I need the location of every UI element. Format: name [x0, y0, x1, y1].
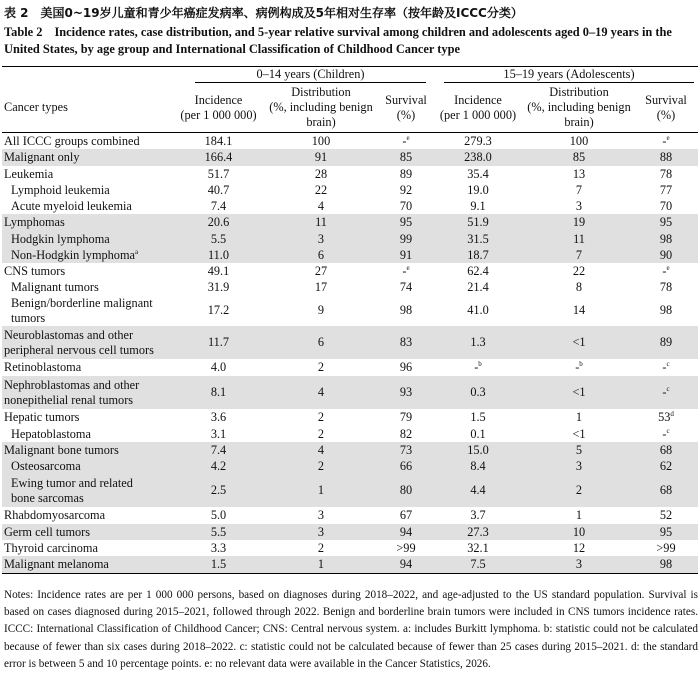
adolescents-distribution-cell: 85 [524, 149, 634, 166]
children-survival-cell: 82 [399, 426, 413, 441]
children-incidence-cell: 40.7 [207, 182, 230, 197]
children-survival-cell: 83 [380, 326, 432, 359]
adolescents-incidence-cell: 31.5 [432, 231, 524, 247]
adolescents-survival-cell: -$^c$ [662, 359, 670, 374]
adolescents-incidence-cell: 8.4 [432, 458, 524, 474]
adolescents-distribution-cell: 1 [575, 410, 583, 424]
adolescents-survival-cell: 98 [659, 303, 673, 317]
children-distribution-cell: 6 [262, 326, 380, 359]
cancer-type-cell: Malignant tumors [11, 279, 99, 294]
children-survival-cell: 89 [399, 166, 413, 181]
children-distribution-cell: 2 [262, 458, 380, 474]
children-distribution-cell: 1 [262, 556, 380, 574]
cancer-type-cell: Osteosarcoma [2, 458, 175, 474]
adolescents-distribution-cell: 19 [524, 214, 634, 231]
adolescents-distribution-cell: 1 [575, 508, 583, 522]
adolescents-incidence-cell: 7.5 [432, 556, 524, 574]
children-incidence-cell: 1.5 [175, 556, 262, 574]
adolescents-distribution-cell: 100 [569, 133, 589, 148]
adolescents-incidence-cell: 1.5 [470, 410, 486, 424]
children-incidence-cell: 5.5 [175, 231, 262, 247]
adolescents-incidence-cell: 21.4 [467, 279, 489, 294]
adolescents-incidence-cell: 4.4 [432, 474, 524, 507]
cancer-type-cell: Thyroid carcinoma [4, 540, 98, 555]
table-row [2, 263, 698, 279]
children-incidence-cell: 5.0 [210, 508, 227, 522]
children-survival-cell: 85 [380, 149, 432, 166]
children-incidence-cell: 20.6 [175, 214, 262, 231]
adolescents-survival-cell: 53$^d$ [658, 409, 674, 424]
table-caption: Incidence rates, case distribution, and 5-year relative survival among children and adolescents aged 0–19 years in the United States, by age group and International Classification of Childhood Cancer type [4, 25, 672, 56]
cancer-type-cell: Malignant only [2, 149, 175, 166]
header-group-row [2, 67, 698, 84]
children-survival-cell: -$^e$ [402, 263, 410, 278]
adolescents-distribution-cell: 2 [524, 474, 634, 507]
table-row [2, 279, 698, 295]
adolescents-survival-cell: 90 [634, 247, 698, 263]
adolescents-incidence-cell: 32.1 [467, 540, 489, 555]
incidence-table [2, 66, 698, 574]
table-row [2, 376, 698, 409]
children-incidence-cell: 2.5 [175, 474, 262, 507]
adolescents-distribution-cell: 13 [572, 166, 586, 181]
children-incidence-cell: 51.7 [207, 166, 230, 181]
children-distribution-cell: 9 [317, 303, 325, 317]
table-row [2, 166, 698, 182]
children-incidence-cell: 3.3 [210, 540, 227, 555]
adolescents-survival-cell: -$^e$ [662, 133, 670, 148]
children-survival-cell: 67 [399, 508, 413, 522]
table-row [2, 247, 698, 263]
children-distribution-cell: 28 [314, 166, 328, 181]
adolescents-survival-cell: 62 [634, 458, 698, 474]
header-group-adolescents: 15–19 years (Adolescents) [432, 67, 698, 84]
children-incidence-cell: 11.7 [175, 326, 262, 359]
adolescents-incidence-cell: 19.0 [467, 182, 489, 197]
children-distribution-cell: 2 [317, 410, 325, 424]
cancer-type-cell: Benign/borderline malignant tumors [11, 295, 153, 325]
children-distribution-cell: 2 [317, 360, 325, 374]
table-row [2, 458, 698, 474]
children-survival-cell: 91 [380, 247, 432, 263]
children-incidence-cell: 4.2 [175, 458, 262, 474]
children-distribution-cell: 3 [317, 508, 325, 522]
header-children-distribution: Distribution (%, including benign brain) [262, 83, 380, 133]
adolescents-incidence-cell: 35.4 [467, 166, 489, 181]
table-row [2, 474, 698, 507]
adolescents-distribution-cell: 8 [575, 279, 583, 294]
table-row [2, 182, 698, 198]
adolescents-distribution-cell: 3 [575, 198, 583, 213]
table-row [2, 442, 698, 458]
cancer-type-cell: Malignant bone tumors [2, 442, 175, 458]
cancer-type-cell: Lymphomas [2, 214, 175, 231]
table-row [2, 540, 698, 556]
adolescents-survival-cell: 68 [634, 474, 698, 507]
adolescents-survival-cell: -$^c$ [634, 376, 698, 409]
adolescents-incidence-cell: 238.0 [432, 149, 524, 166]
table-row [2, 295, 698, 326]
cancer-type-cell: Hepatic tumors [4, 410, 80, 424]
table-row [2, 507, 698, 524]
adolescents-distribution-cell: <1 [572, 426, 586, 441]
children-distribution-cell: 22 [314, 182, 328, 197]
adolescents-distribution-cell: 11 [524, 231, 634, 247]
children-incidence-cell: 184.1 [204, 133, 233, 148]
adolescents-survival-cell: 78 [659, 279, 673, 294]
cancer-type-cell: Neuroblastomas and other peripheral nervous cell tumors [2, 326, 175, 359]
cancer-type-cell: All ICCC groups combined [4, 133, 140, 148]
adolescents-distribution-cell: 3 [524, 556, 634, 574]
adolescents-distribution-cell: 5 [524, 442, 634, 458]
cancer-type-cell: Retinoblastoma [4, 360, 82, 374]
cancer-type-cell: Hepatoblastoma [11, 426, 91, 441]
cancer-type-cell: Nephroblastomas and other nonepithelial renal tumors [2, 376, 175, 409]
adolescents-distribution-cell: -$^b$ [575, 359, 583, 374]
adolescents-incidence-cell: 15.0 [432, 442, 524, 458]
cancer-type-cell: Lymphoid leukemia [11, 182, 110, 197]
adolescents-survival-cell: 52 [659, 508, 673, 522]
cancer-type-cell: Acute myeloid leukemia [11, 198, 132, 213]
header-column-row [2, 83, 698, 133]
table-row [2, 524, 698, 540]
adolescents-distribution-cell: 14 [572, 303, 586, 317]
table-notes: Notes: Incidence rates are per 1 000 000 persons, based on diagnoses during 2018–2022, and age-adjusted to the US standard population. Survival is based on cases diagnosed during 2015–2021, followed through 2022. Benign and borderline brain tumors were included in CNS tumors incidence rates. ICCC: International Classification of Childhood Cancer; CNS: Central nervous system. a: includes Burkitt lymphoma. b: statistic could not be calculated because of fewer than six cases during 2018–2022. c: statistic could not be calculated because of fewer than 25 cases during 2015–2021. d: the standard error is between 5 and 10 percentage points. e: no relevant data were available in the Cancer Statistics, 2026. [4, 589, 698, 670]
table-title-chinese: 表 2 美国0~19岁儿童和青少年癌症发病率、病例构成及5年相对生存率（按年龄及ICCC分类） [4, 6, 523, 20]
children-distribution-cell: 3 [262, 524, 380, 540]
children-survival-cell: 94 [380, 524, 432, 540]
header-group-children: 0–14 years (Children) [175, 67, 432, 84]
header-children-survival: Survival (%) [380, 83, 432, 133]
cancer-type-cell: Rhabdomyosarcoma [4, 508, 106, 522]
table-row [2, 326, 698, 359]
children-survival-cell: 74 [399, 279, 413, 294]
children-distribution-cell: 27 [314, 263, 328, 278]
children-incidence-cell: 7.4 [210, 198, 227, 213]
adolescents-survival-cell: >99 [656, 540, 676, 555]
adolescents-incidence-cell: 51.9 [432, 214, 524, 231]
children-incidence-cell: 31.9 [207, 279, 230, 294]
cancer-type-cell: Malignant melanoma [2, 556, 175, 574]
adolescents-survival-cell: -$^c$ [662, 426, 670, 441]
children-distribution-cell: 1 [262, 474, 380, 507]
adolescents-survival-cell: 98 [634, 556, 698, 574]
table-row [2, 214, 698, 231]
table-number: Table 2 [4, 25, 43, 39]
children-incidence-cell: 7.4 [175, 442, 262, 458]
children-incidence-cell: 11.0 [175, 247, 262, 263]
adolescents-survival-cell: 89 [634, 326, 698, 359]
cancer-type-cell: CNS tumors [4, 263, 66, 278]
table-row [2, 149, 698, 166]
children-survival-cell: 93 [380, 376, 432, 409]
header-spacer [2, 67, 175, 84]
adolescents-incidence-cell: 9.1 [470, 198, 486, 213]
table-title-english [4, 24, 698, 58]
table-row [2, 409, 698, 426]
children-incidence-cell: 5.5 [175, 524, 262, 540]
table-row [2, 426, 698, 442]
adolescents-distribution-cell: 7 [524, 247, 634, 263]
children-distribution-cell: 91 [262, 149, 380, 166]
adolescents-distribution-cell: 7 [575, 182, 583, 197]
children-incidence-cell: 4.0 [210, 360, 227, 374]
adolescents-distribution-cell: <1 [524, 326, 634, 359]
table-row [2, 359, 698, 376]
children-distribution-cell: 11 [262, 214, 380, 231]
children-survival-cell: 92 [399, 182, 413, 197]
children-survival-cell: 99 [380, 231, 432, 247]
header-children-incidence: Incidence (per 1 000 000) [175, 83, 262, 133]
children-distribution-cell: 2 [317, 426, 325, 441]
children-distribution-cell: 2 [317, 540, 325, 555]
adolescents-distribution-cell: 12 [572, 540, 586, 555]
header-adolescents-distribution: Distribution (%, including benign brain) [524, 83, 634, 133]
children-incidence-cell: 17.2 [207, 303, 230, 317]
children-survival-cell: 66 [380, 458, 432, 474]
children-distribution-cell: 4 [262, 376, 380, 409]
adolescents-survival-cell: 95 [634, 214, 698, 231]
children-survival-cell: >99 [396, 540, 416, 555]
header-adolescents-incidence: Incidence (per 1 000 000) [432, 83, 524, 133]
children-survival-cell: 98 [399, 303, 413, 317]
adolescents-incidence-cell: 62.4 [467, 263, 489, 278]
children-incidence-cell: 8.1 [175, 376, 262, 409]
adolescents-distribution-cell: 3 [524, 458, 634, 474]
children-survival-cell: 80 [380, 474, 432, 507]
children-survival-cell: 96 [399, 360, 413, 374]
adolescents-survival-cell: 68 [634, 442, 698, 458]
children-survival-cell: 95 [380, 214, 432, 231]
adolescents-distribution-cell: 22 [572, 263, 586, 278]
adolescents-distribution-cell: 10 [524, 524, 634, 540]
children-incidence-cell: 3.6 [210, 410, 227, 424]
adolescents-survival-cell: 70 [659, 198, 673, 213]
table-body [2, 133, 698, 574]
adolescents-incidence-cell: 0.1 [470, 426, 486, 441]
cancer-type-cell: Ewing tumor and related bone sarcomas [2, 474, 175, 507]
adolescents-incidence-cell: 27.3 [432, 524, 524, 540]
cancer-type-cell: Non-Hodgkin lymphoma$^a$ [2, 247, 175, 263]
children-survival-cell: 70 [399, 198, 413, 213]
children-survival-cell: 79 [399, 410, 413, 424]
children-distribution-cell: 6 [262, 247, 380, 263]
adolescents-incidence-cell: 18.7 [432, 247, 524, 263]
adolescents-incidence-cell: -$^b$ [474, 359, 482, 374]
children-distribution-cell: 4 [262, 442, 380, 458]
header-adolescents-survival: Survival (%) [634, 83, 698, 133]
adolescents-incidence-cell: 279.3 [464, 133, 492, 148]
adolescents-incidence-cell: 3.7 [470, 508, 486, 522]
adolescents-incidence-cell: 41.0 [467, 303, 489, 317]
children-distribution-cell: 100 [311, 133, 331, 148]
children-incidence-cell: 49.1 [207, 263, 230, 278]
children-distribution-cell: 3 [262, 231, 380, 247]
table-row [2, 556, 698, 574]
children-distribution-cell: 4 [317, 198, 325, 213]
cancer-type-cell: Leukemia [4, 166, 54, 181]
adolescents-survival-cell: 78 [659, 166, 673, 181]
header-cancer-types: Cancer types [2, 83, 175, 133]
table-row [2, 231, 698, 247]
adolescents-survival-cell: 88 [634, 149, 698, 166]
children-incidence-cell: 166.4 [175, 149, 262, 166]
adolescents-survival-cell: 98 [634, 231, 698, 247]
adolescents-distribution-cell: <1 [524, 376, 634, 409]
children-incidence-cell: 3.1 [210, 426, 227, 441]
adolescents-incidence-cell: 0.3 [432, 376, 524, 409]
cancer-type-cell: Germ cell tumors [2, 524, 175, 540]
adolescents-survival-cell: -$^e$ [662, 263, 670, 278]
children-survival-cell: -$^e$ [402, 133, 410, 148]
table-row [2, 133, 698, 150]
children-distribution-cell: 17 [314, 279, 328, 294]
children-survival-cell: 73 [380, 442, 432, 458]
adolescents-incidence-cell: 1.3 [432, 326, 524, 359]
adolescents-survival-cell: 77 [659, 182, 673, 197]
children-survival-cell: 94 [380, 556, 432, 574]
cancer-type-cell: Hodgkin lymphoma [2, 231, 175, 247]
adolescents-survival-cell: 95 [634, 524, 698, 540]
table-row [2, 198, 698, 214]
